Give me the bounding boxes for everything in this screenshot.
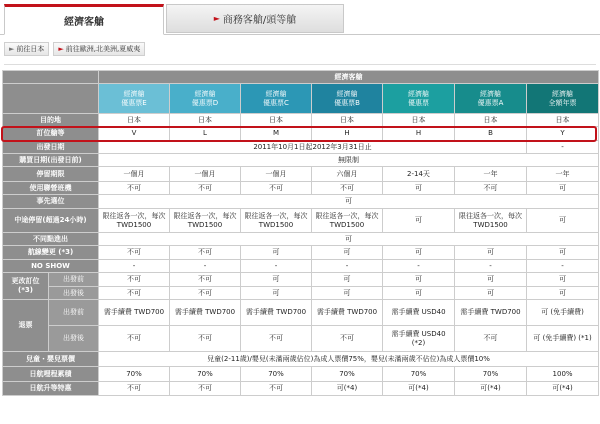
row-sublabel: 出發後 bbox=[49, 326, 99, 352]
fare-cell: 日本 bbox=[527, 114, 599, 127]
row-stay-period bbox=[3, 167, 599, 182]
fare-cell: 不可 bbox=[99, 287, 170, 300]
departure-date-value: 2011年10月1日起2012年3月31日止 bbox=[99, 141, 527, 154]
fare-header-a bbox=[455, 84, 527, 114]
fare-cell: M bbox=[241, 127, 312, 141]
fare-cell: 70% bbox=[455, 367, 527, 382]
row-label: 出發日期 bbox=[3, 141, 99, 154]
fare-cell: 限往返各一次，每次TWD1500 bbox=[99, 209, 170, 233]
fare-cell: 不可 bbox=[241, 382, 312, 396]
fare-cell: 70% bbox=[383, 367, 455, 382]
arrow-right-icon: ► bbox=[58, 45, 64, 53]
fare-cell: 需手續費 TWD700 bbox=[241, 300, 312, 326]
fare-cell: 不可 bbox=[99, 273, 170, 287]
row-label: 使用聯營班機 bbox=[3, 182, 99, 195]
open-jaw-value: 可 bbox=[99, 233, 599, 246]
row-label: 目的地 bbox=[3, 114, 99, 127]
fare-cell: 可 (免手續費) (*1) bbox=[527, 326, 599, 352]
fare-cell: 可 bbox=[527, 273, 599, 287]
fare-cell: 不可 bbox=[170, 182, 241, 195]
fare-cell: 可 bbox=[527, 287, 599, 300]
fare-cell: 不可 bbox=[99, 182, 170, 195]
fare-cell: 可 bbox=[455, 273, 527, 287]
tab-business-first[interactable] bbox=[166, 4, 344, 33]
row-label: 停留期限 bbox=[3, 167, 99, 182]
fare-cell: 需手續費 USD40 bbox=[383, 300, 455, 326]
fare-cell: 日本 bbox=[241, 114, 312, 127]
fare-cell: 70% bbox=[99, 367, 170, 382]
fare-name-line1: 經濟艙 bbox=[123, 89, 145, 98]
row-change-after bbox=[3, 287, 599, 300]
fare-cell: 限往返各一次，每次TWD1500 bbox=[312, 209, 383, 233]
row-upgrade bbox=[3, 382, 599, 396]
fare-cell: 可 bbox=[312, 246, 383, 260]
fare-cell: 限往返各一次，每次TWD1500 bbox=[241, 209, 312, 233]
subtab-japan[interactable] bbox=[4, 42, 49, 56]
fare-cell: 可 bbox=[527, 209, 599, 233]
fare-cell: 不可 bbox=[170, 326, 241, 352]
row-label: 日航升等特惠 bbox=[3, 382, 99, 396]
fare-cell: 一年 bbox=[527, 167, 599, 182]
fare-cell: 需手續費 TWD700 bbox=[170, 300, 241, 326]
fare-cell: - bbox=[99, 260, 170, 273]
fare-name-line1: 經濟艙 bbox=[408, 89, 429, 98]
row-sublabel: 出發後 bbox=[49, 287, 99, 300]
fare-cell: 可(*4) bbox=[383, 382, 455, 396]
row-label: 不同點進出 bbox=[3, 233, 99, 246]
fare-cell: 100% bbox=[527, 367, 599, 382]
fare-cell: 不可 bbox=[170, 287, 241, 300]
fare-cell: 一個月 bbox=[99, 167, 170, 182]
fare-cell: 限往返各一次，每次TWD1500 bbox=[455, 209, 527, 233]
subtab-japan-label: 前往日本 bbox=[16, 45, 45, 53]
fare-header-d bbox=[170, 84, 241, 114]
fare-cell: 不可 bbox=[312, 326, 383, 352]
change-booking-label: 更改訂位 (*3) bbox=[3, 273, 49, 300]
row-sublabel: 出發前 bbox=[49, 273, 99, 287]
row-sublabel: 出發前 bbox=[49, 300, 99, 326]
fare-cell: - bbox=[383, 260, 455, 273]
fare-cell: 不可 bbox=[99, 382, 170, 396]
fare-header-b bbox=[312, 84, 383, 114]
fare-cell: 可 bbox=[383, 246, 455, 260]
row-joint-flight bbox=[3, 182, 599, 195]
subtab-europe-na-hawaii[interactable] bbox=[53, 42, 145, 56]
fare-cell: 可 bbox=[383, 287, 455, 300]
cabin-tab-bar bbox=[0, 0, 600, 35]
row-route-change bbox=[3, 246, 599, 260]
cabin-header: 經濟客艙 bbox=[99, 71, 599, 84]
fare-cell: 不可 bbox=[241, 182, 312, 195]
row-label: 購買日期(出發日前) bbox=[3, 154, 99, 167]
fare-cell: 可 bbox=[241, 273, 312, 287]
fare-cell: 可 bbox=[312, 287, 383, 300]
row-label: 日航哩程累積 bbox=[3, 367, 99, 382]
fare-cell: 不可 bbox=[99, 246, 170, 260]
row-refund-before bbox=[3, 300, 599, 326]
ticketing-date-value: 無限制 bbox=[99, 154, 599, 167]
row-label: 航線變更 (*3) bbox=[3, 246, 99, 260]
fare-cell: - bbox=[455, 260, 527, 273]
fare-cell: 需手續費 TWD700 bbox=[455, 300, 527, 326]
fare-header-row bbox=[3, 84, 599, 114]
fare-name-line1: 經濟艙 bbox=[336, 89, 358, 98]
fare-cell: 不可 bbox=[455, 182, 527, 195]
fare-name-line1: 經濟艙 bbox=[194, 89, 216, 98]
row-ticketing-date bbox=[3, 154, 599, 167]
fare-header-full bbox=[527, 84, 599, 114]
fare-cell: 日本 bbox=[99, 114, 170, 127]
row-refund-after bbox=[3, 326, 599, 352]
fare-name-line2: 全額年票 bbox=[548, 98, 577, 107]
subtab-europe-label: 前往歐洲,北美洲,夏威夷 bbox=[65, 45, 141, 53]
arrow-right-icon: ► bbox=[213, 14, 220, 23]
fare-cell: 不可 bbox=[170, 273, 241, 287]
fare-table bbox=[2, 70, 599, 396]
fare-cell: 不可 bbox=[170, 246, 241, 260]
fare-cell: 可 bbox=[241, 246, 312, 260]
fare-cell: 一個月 bbox=[170, 167, 241, 182]
fare-cell: 可 bbox=[312, 273, 383, 287]
seat-selection-value: 可 bbox=[99, 195, 599, 209]
row-label: 兒童・嬰兒票價 bbox=[3, 352, 99, 367]
fare-cell: - bbox=[170, 260, 241, 273]
fare-cell: 70% bbox=[170, 367, 241, 382]
fare-cell: 可(*4) bbox=[527, 382, 599, 396]
fare-cell: - bbox=[241, 260, 312, 273]
row-label: 事先選位 bbox=[3, 195, 99, 209]
fare-name-line2: 優惠票C bbox=[263, 98, 289, 107]
fare-name-line2: 優惠票 bbox=[408, 98, 429, 107]
row-label: 中途停留(超過24小時) bbox=[3, 209, 99, 233]
fare-header-c bbox=[241, 84, 312, 114]
fare-header-std bbox=[383, 84, 455, 114]
fare-cell: 日本 bbox=[170, 114, 241, 127]
fare-cell: V bbox=[99, 127, 170, 141]
row-mileage bbox=[3, 367, 599, 382]
fare-cell: 需手續費 TWD700 bbox=[99, 300, 170, 326]
cabin-header-row bbox=[3, 71, 599, 84]
fare-cell: 一年 bbox=[455, 167, 527, 182]
fare-cell: 日本 bbox=[312, 114, 383, 127]
child-fare-value: 兒童(2-11歲)/嬰兒(未滿兩歲佔位)為成人票價75%，嬰兒(未滿兩歲不佔位)為成人票價10% bbox=[99, 352, 599, 367]
row-label: 訂位艙等 bbox=[3, 127, 99, 141]
region-subnav bbox=[4, 42, 145, 56]
row-seat-selection bbox=[3, 195, 599, 209]
row-label: NO SHOW bbox=[3, 260, 99, 273]
refund-label: 退票 bbox=[3, 300, 49, 352]
fare-cell: 不可 bbox=[312, 182, 383, 195]
fare-cell: 不可 bbox=[99, 326, 170, 352]
fare-cell: 需手續費 TWD700 bbox=[312, 300, 383, 326]
fare-cell: 限往返各一次，每次TWD1500 bbox=[170, 209, 241, 233]
fare-cell: 日本 bbox=[383, 114, 455, 127]
fare-cell: 可 bbox=[455, 287, 527, 300]
tab-economy[interactable] bbox=[4, 4, 164, 35]
fare-cell: L bbox=[170, 127, 241, 141]
corner-cell bbox=[3, 71, 99, 84]
fare-cell: 日本 bbox=[455, 114, 527, 127]
fare-cell: 可 bbox=[241, 287, 312, 300]
row-child-fare bbox=[3, 352, 599, 367]
fare-cell: 可 bbox=[383, 182, 455, 195]
fare-cell: 不可 bbox=[455, 326, 527, 352]
row-open-jaw bbox=[3, 233, 599, 246]
fare-name-line2: 優惠票B bbox=[334, 98, 360, 107]
fare-cell: 可(*4) bbox=[312, 382, 383, 396]
fare-name-line2: 優惠票D bbox=[191, 98, 219, 107]
arrow-right-icon: ► bbox=[9, 45, 15, 53]
fare-cell: 可 bbox=[527, 182, 599, 195]
fare-name-line1: 經濟艙 bbox=[480, 89, 501, 98]
fare-header-e bbox=[99, 84, 170, 114]
fare-cell: 可 bbox=[455, 246, 527, 260]
row-stopover bbox=[3, 209, 599, 233]
fare-cell: H bbox=[312, 127, 383, 141]
fare-cell: 70% bbox=[312, 367, 383, 382]
fare-cell: B bbox=[455, 127, 527, 141]
fare-cell: 70% bbox=[241, 367, 312, 382]
corner-cell-2 bbox=[3, 84, 99, 114]
tab-economy-label: 經濟客艙 bbox=[64, 17, 104, 28]
fare-cell: 不可 bbox=[241, 326, 312, 352]
row-destination bbox=[3, 114, 599, 127]
row-departure-date bbox=[3, 141, 599, 154]
departure-date-last: - bbox=[527, 141, 599, 154]
tab-business-label: 商務客艙/頭等艙 bbox=[222, 15, 297, 26]
fare-name-line2: 優惠票E bbox=[121, 98, 147, 107]
fare-cell: 可 (免手續費) bbox=[527, 300, 599, 326]
row-change-before bbox=[3, 273, 599, 287]
fare-cell: 可 bbox=[527, 246, 599, 260]
fare-cell: H bbox=[383, 127, 455, 141]
fare-cell: 可(*4) bbox=[455, 382, 527, 396]
fare-cell: 可 bbox=[383, 209, 455, 233]
row-booking-class bbox=[3, 127, 599, 141]
fare-cell: 可 bbox=[383, 273, 455, 287]
row-no-show bbox=[3, 260, 599, 273]
fare-cell: 一個月 bbox=[241, 167, 312, 182]
divider bbox=[4, 64, 596, 65]
fare-name-line1: 經濟艙 bbox=[552, 89, 574, 98]
fare-cell: 需手續費 USD40 (*2) bbox=[383, 326, 455, 352]
fare-name-line2: 優惠票A bbox=[477, 98, 504, 107]
fare-cell: 2-14天 bbox=[383, 167, 455, 182]
fare-cell: 六個月 bbox=[312, 167, 383, 182]
fare-cell: Y bbox=[527, 127, 599, 141]
fare-name-line1: 經濟艙 bbox=[265, 89, 287, 98]
fare-cell: 不可 bbox=[170, 382, 241, 396]
fare-cell: - bbox=[527, 260, 599, 273]
fare-cell: - bbox=[312, 260, 383, 273]
